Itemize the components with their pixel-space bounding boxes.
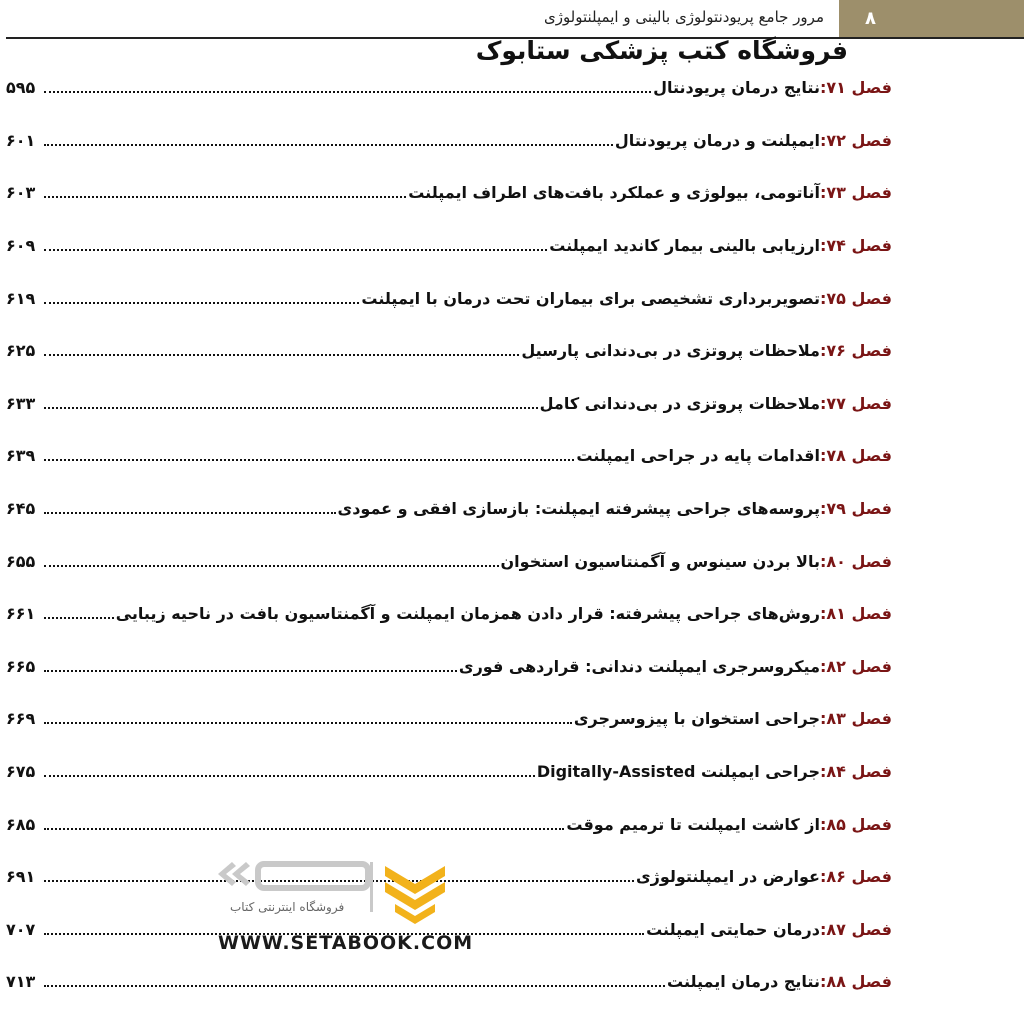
toc-row (6, 588, 892, 641)
toc-row (6, 62, 892, 115)
chapter-prefix: فصل ۸۵: (819, 814, 892, 834)
chapter-page: ۵۹۵ (6, 78, 36, 98)
dot-leader (44, 91, 651, 93)
dot-leader (44, 302, 359, 304)
toc-row (6, 483, 892, 536)
running-title: مرور جامع پریودنتولوژی بالینی و ایمپلنتولوژی (543, 8, 824, 26)
chapter-page: ۶۴۵ (6, 499, 36, 519)
chapter-title: تصویربرداری تشخیصی برای بیماران تحت درمان با ایمپلنت (361, 288, 820, 308)
chapter-page: ۶۶۵ (6, 656, 36, 676)
dot-leader (44, 775, 535, 777)
chapter-prefix: فصل ۷۵: (819, 288, 892, 308)
toc-row (6, 167, 892, 220)
chapter-page: ۶۹۱ (6, 867, 36, 887)
chapter-title: آناتومی، بیولوژی و عملکرد بافت‌های اطراف ایمپلنت (408, 183, 820, 203)
chapter-prefix: فصل ۸۳: (819, 709, 892, 729)
watermark-title: فروشگاه کتب پزشکی ستابوک (475, 36, 848, 65)
chapter-page: ۶۶۹ (6, 709, 36, 729)
chapter-title: ملاحظات پروتزی در بی‌دندانی کامل (539, 393, 820, 413)
dot-leader (44, 249, 547, 251)
chapter-page: ۷۱۳ (6, 972, 36, 992)
chapter-title: روش‌های جراحی پیشرفته: قرار دادن همزمان ایمپلنت و آگمنتاسیون بافت در ناحیه زیبایی (115, 604, 820, 624)
dot-leader (44, 828, 564, 830)
setabook-logo-icon (210, 852, 460, 932)
chapter-prefix: فصل ۸۴: (819, 762, 892, 782)
dot-leader (44, 670, 457, 672)
chapter-prefix: فصل ۸۸: (819, 972, 892, 992)
chapter-prefix: فصل ۷۳: (819, 183, 892, 203)
chapter-page: ۶۵۵ (6, 551, 36, 571)
chapter-page: ۶۰۳ (6, 183, 36, 203)
chapter-prefix: فصل ۷۷: (819, 393, 892, 413)
toc-row (6, 220, 892, 273)
header-page-box (839, 0, 1024, 37)
chapter-title: عوارض در ایمپلنتولوژی (635, 867, 820, 887)
chapter-prefix: فصل ۸۱: (819, 604, 892, 624)
chapter-prefix: فصل ۷۶: (819, 341, 892, 361)
chapter-title: اقدامات پایه در جراحی ایمپلنت (576, 446, 820, 466)
chapter-page: ۶۳۳ (6, 393, 36, 413)
chapter-page: ۶۱۹ (6, 288, 36, 308)
dot-leader (44, 354, 519, 356)
chapter-prefix: فصل ۸۶: (819, 867, 892, 887)
chapter-prefix: فصل ۸۷: (819, 919, 892, 939)
chapter-title: میکروسرجری ایمپلنت دندانی: قراردهی فوری (458, 656, 820, 676)
dot-leader (44, 512, 336, 514)
chapter-title: ملاحظات پروتزی در بی‌دندانی پارسیل (521, 341, 820, 361)
chapter-page: ۶۷۵ (6, 762, 36, 782)
chapter-title: جراحی ایمپلنت Digitally-Assisted (536, 762, 820, 782)
chapter-title: نتایج درمان پریودنتال (653, 78, 820, 98)
dot-leader (44, 459, 574, 461)
toc-row (6, 693, 892, 746)
chapter-page: ۶۰۹ (6, 236, 36, 256)
chapter-prefix: فصل ۸۲: (819, 656, 892, 676)
chapter-title: پروسه‌های جراحی پیشرفته ایمپلنت: بازسازی افقی و عمودی (337, 499, 820, 519)
dot-leader (44, 985, 665, 987)
setabook-logo (210, 852, 474, 957)
toc-row (6, 641, 892, 694)
dot-leader (44, 407, 538, 409)
toc-row (6, 535, 892, 588)
page-number: ۸ (865, 8, 876, 29)
dot-leader (44, 722, 572, 724)
dot-leader (44, 196, 406, 198)
chapter-page: ۶۰۱ (6, 130, 36, 150)
chapter-prefix: فصل ۷۲: (819, 130, 892, 150)
chapter-title: ارزیابی بالینی بیمار کاندید ایمپلنت (549, 236, 820, 256)
chapter-page: ۷۰۷ (6, 919, 36, 939)
chapter-title: درمان حمایتی ایمپلنت (646, 919, 820, 939)
toc-row (6, 378, 892, 431)
chapter-title: بالا بردن سینوس و آگمنتاسیون استخوان (500, 551, 820, 571)
dot-leader (44, 617, 114, 619)
logo-url: WWW.SETABOOK.COM (218, 932, 474, 954)
toc-row (6, 746, 892, 799)
chapter-page: ۶۲۵ (6, 341, 36, 361)
chapter-prefix: فصل ۷۸: (819, 446, 892, 466)
chapter-page: ۶۸۵ (6, 814, 36, 834)
chapter-title: از کاشت ایمپلنت تا ترمیم موقت (566, 814, 820, 834)
chapter-prefix: فصل ۷۹: (819, 499, 892, 519)
chapter-prefix: فصل ۷۴: (819, 236, 892, 256)
toc-row (6, 115, 892, 168)
chapter-page: ۶۶۱ (6, 604, 36, 624)
dot-leader (44, 144, 613, 146)
dot-leader (44, 565, 499, 567)
chapter-page: ۶۳۹ (6, 446, 36, 466)
chapter-title: ایمپلنت و درمان پریودنتال (614, 130, 820, 150)
chapter-prefix: فصل ۷۱: (819, 78, 892, 98)
toc-row (6, 798, 892, 851)
chapter-title: جراحی استخوان با پیزوسرجری (573, 709, 820, 729)
chapter-prefix: فصل ۸۰: (819, 551, 892, 571)
toc-row (6, 430, 892, 483)
toc-row (6, 272, 892, 325)
chapter-title: نتایج درمان ایمپلنت (667, 972, 820, 992)
logo-subtitle: فروشگاه اینترنتی کتاب (230, 900, 345, 914)
toc-row (6, 325, 892, 378)
